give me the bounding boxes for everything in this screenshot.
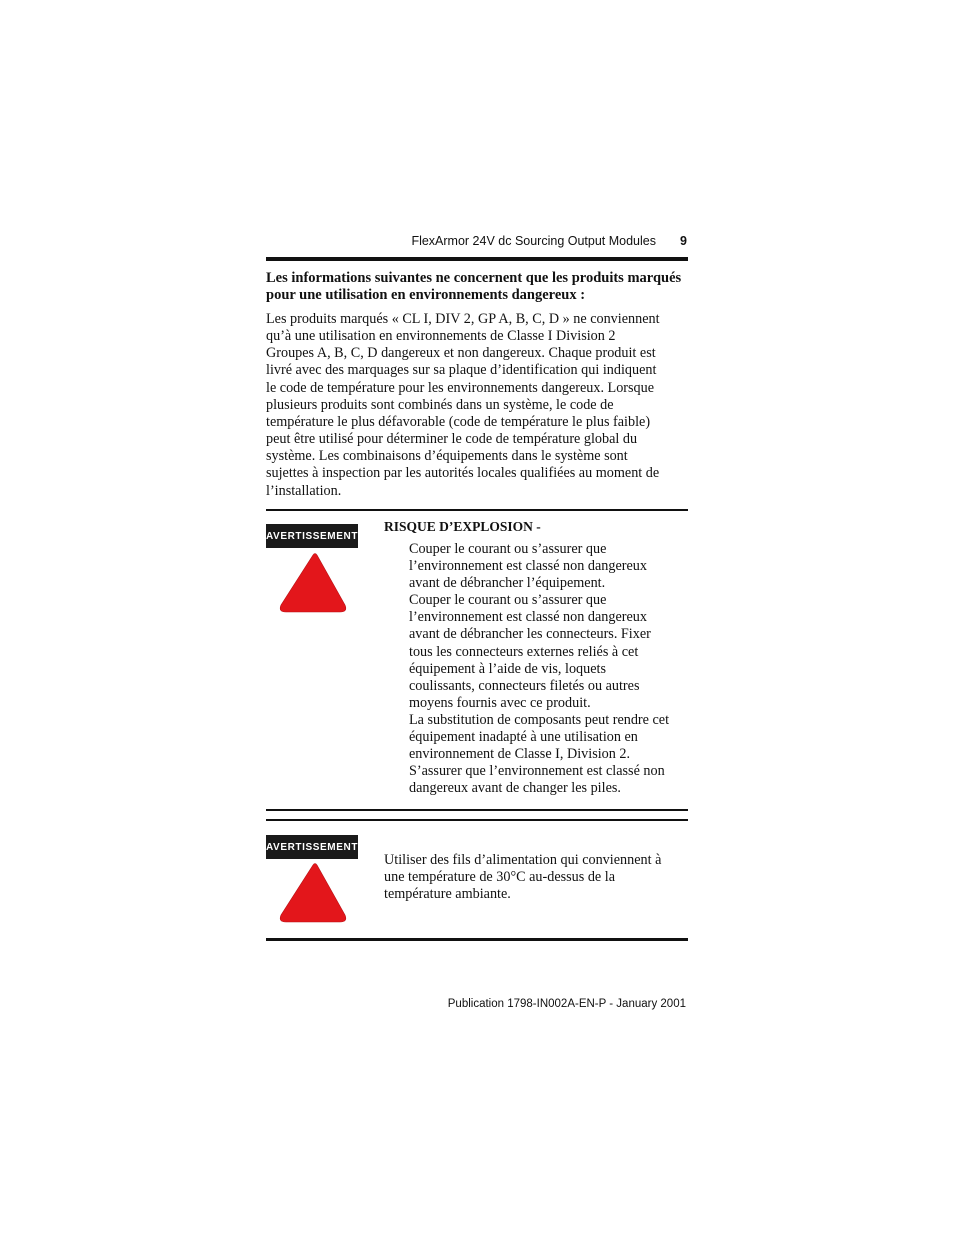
intro-line: température le plus défavorable (code de température le plus faible) (266, 413, 651, 430)
warning1-line: équipement inadapté à une utilisation en (409, 729, 638, 746)
warning2-badge: AVERTISSEMENT (266, 835, 358, 859)
warning2-line: température ambiante. (384, 886, 511, 903)
intro-line: qu’à une utilisation en environnements de Classe I Division 2 (266, 328, 616, 345)
warning2-hazard-triangle (280, 864, 346, 923)
intro-heading (266, 270, 686, 304)
warning1-line: avant de débrancher les connecteurs. Fixer (409, 626, 651, 643)
warning1-bottom-rule (266, 809, 688, 811)
warning2-hazard-icon (278, 862, 348, 924)
warning2-text (384, 852, 688, 903)
warning1-hazard-icon (278, 552, 348, 614)
warning1-line: environnement de Classe I, Division 2. (409, 746, 631, 763)
warning1-title: RISQUE D’EXPLOSION - (384, 519, 541, 534)
intro-line: peut être utilisé pour déterminer le code de température global du (266, 431, 638, 448)
warning2-bottom-rule (266, 938, 688, 941)
warning1-line: Couper le courant ou s’assurer que (409, 541, 607, 557)
warning1-line: équipement à l’aide de vis, loquets (409, 660, 606, 677)
intro-line: Les produits marqués « CL I, DIV 2, GP A, B, C, D » ne conviennent (266, 311, 660, 327)
warning1-hazard-triangle (280, 554, 346, 613)
header-rule (266, 257, 688, 261)
intro-heading-line: Les informations suivantes ne concernent que les produits (266, 270, 624, 286)
publication-footer: Publication 1798-IN002A-EN-P - January 2001 (447, 998, 686, 1010)
intro-line: plusieurs produits sont combinés dans un système, le code de (266, 396, 614, 413)
intro-line: système. Les combinaisons d’équipements dans le système sont (266, 448, 628, 465)
warning1-line: Couper le courant ou s’assurer que (409, 592, 607, 609)
warning1-line: moyens fournis avec ce produit. (409, 694, 591, 711)
running-header-title: FlexArmor 24V dc Sourcing Output Modules (411, 234, 656, 248)
intro-line: l’installation. (266, 482, 342, 499)
warning1-line: La substitution de composants peut rendre cet (409, 711, 670, 728)
intro-line: Groupes A, B, C, D dangereux et non dangereux. Chaque produit est (266, 345, 656, 362)
warning1-line: avant de débrancher l’équipement. (409, 575, 606, 592)
warning1-line: S’assurer que l’environnement est classé non (409, 763, 665, 780)
warning1-badge: AVERTISSEMENT (266, 524, 358, 548)
warning1-line: coulissants, connecteurs filetés ou autres (409, 677, 640, 694)
warning1-text (409, 541, 691, 797)
warning2-line: une température de 30°C au-dessus de la (384, 869, 616, 886)
intro-paragraph (266, 311, 686, 500)
warning1-line: l’environnement est classé non dangereux (409, 609, 647, 626)
warning2-line: Utiliser des fils d’alimentation qui conviennent à (384, 852, 662, 868)
intro-heading-line: marqués pour une utilisation en environnements dangereux : (266, 270, 682, 303)
intro-line: le code de température pour les environnements dangereux. Lorsque (266, 379, 655, 396)
warning1-line: tous les connecteurs externes reliés à cet (409, 643, 639, 660)
warning1-line: dangereux avant de changer les piles. (409, 780, 621, 797)
intro-line: sujettes à inspection par les autorités locales qualifiées au moment de (266, 465, 660, 482)
page-number: 9 (680, 234, 687, 248)
warning1-top-rule (266, 509, 688, 511)
intro-line: livré avec des marquages sur sa plaque d’identification qui indiquent (266, 362, 657, 379)
warning2-top-rule (266, 819, 688, 821)
warning1-line: l’environnement est classé non dangereux (409, 558, 647, 575)
